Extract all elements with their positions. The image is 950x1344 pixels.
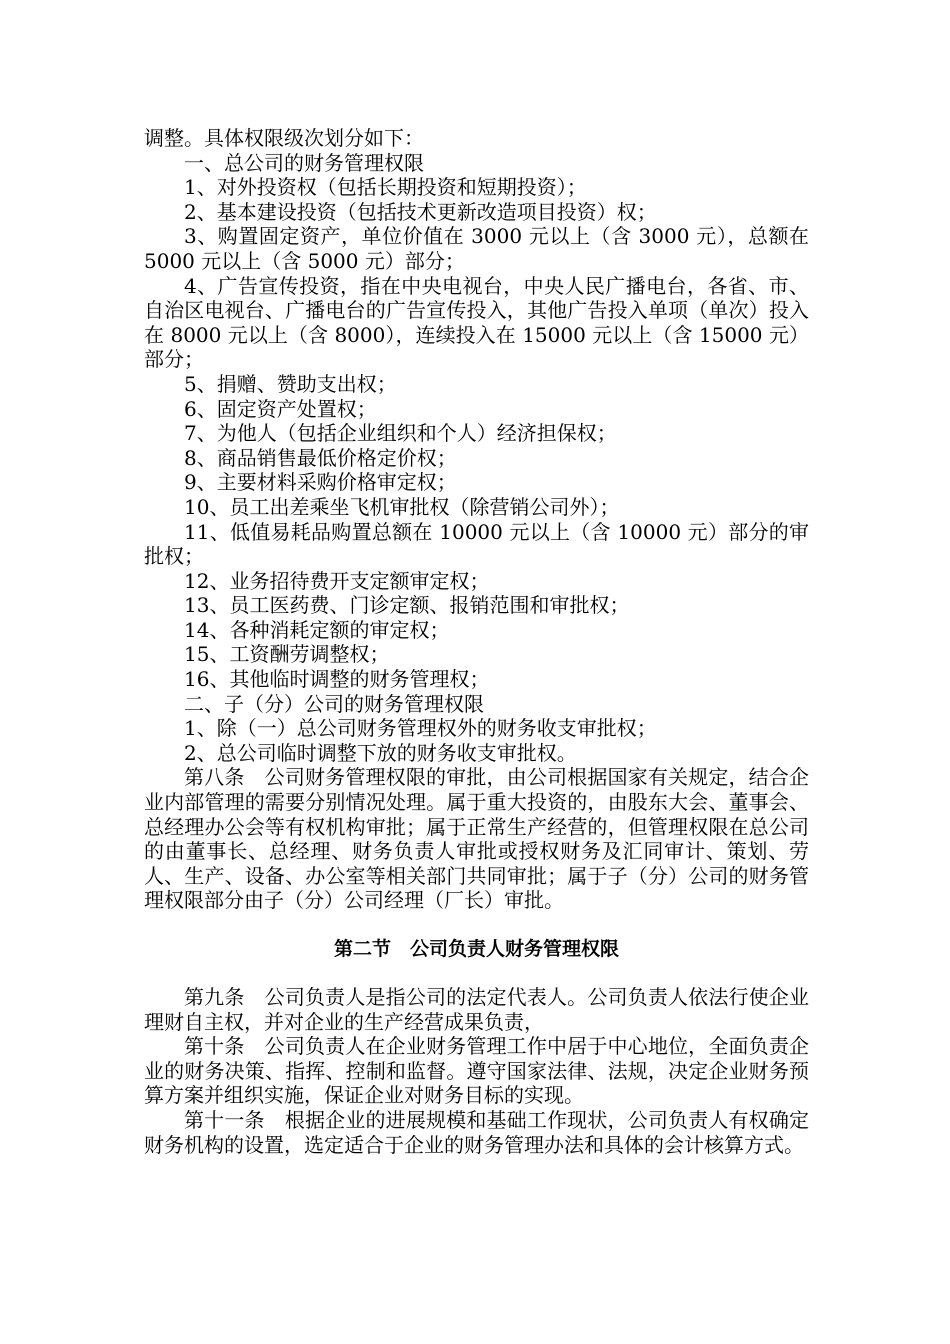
- paragraph: 13、员工医药费、门诊定额、报销范围和审批权；: [184, 593, 630, 618]
- paragraph: 10、员工出差乘坐飞机审批权（除营销公司外）；: [184, 494, 620, 519]
- document-body: [144, 126, 809, 1157]
- paragraph: 8、商品销售最低价格定价权；: [184, 445, 457, 470]
- paragraph: 1、对外投资权（包括长期投资和短期投资）；: [184, 175, 587, 200]
- paragraph: 第十条 公司负责人在企业财务管理工作中居于中心地位，全面负责企业的财务决策、指挥、控制和监督。遵守国家法律、法规，决定企业财务预算方案并组织实施，保证企业对财务目标的实现。: [144, 1034, 809, 1108]
- paragraph: 3、购置固定资产，单位价值在 3000 元以上（含 3000 元），总额在 5000 元以上（含 5000 元）部分；: [144, 224, 809, 273]
- paragraph: 11、低值易耗品购置总额在 10000 元以上（含 10000 元）部分的审批权；: [144, 519, 809, 569]
- paragraph: 5、捐赠、赞助支出权；: [184, 371, 397, 396]
- paragraph: 2、总公司临时调整下放的财务收支审批权。: [184, 740, 577, 765]
- paragraphs-before-heading: [144, 126, 809, 913]
- paragraph: 9、主要材料采购价格审定权；: [184, 470, 457, 495]
- paragraph: 6、固定资产处置权；: [184, 396, 377, 421]
- paragraph: 第八条 公司财务管理权限的审批，由公司根据国家有关规定，结合企业内部管理的需要分别情况处理。属于重大投资的，由股东大会、董事会、总经理办公会等有权机构审批；属于正常生产经营的，但管理权限在总公司的由董事长、总经理、财务负责人审批或授权财务及汇同审计、策划、劳人、生产、设备、办公室等相关部门共同审批；属于子（分）公司的财务管理权限部分由子（分）公司经理（厂长）审批。: [144, 765, 809, 913]
- paragraph: 1、除（一）总公司财务管理权外的财务收支审批权；: [184, 716, 657, 741]
- paragraph: 16、其他临时调整的财务管理权；: [184, 667, 490, 692]
- paragraph: 一、总公司的财务管理权限: [184, 150, 424, 175]
- section-heading: 第二节 公司负责人财务管理权限: [333, 938, 619, 960]
- paragraph: 7、为他人（包括企业组织和个人）经济担保权；: [184, 421, 617, 446]
- paragraph: 调整。具体权限级次划分如下：: [144, 126, 424, 150]
- paragraph: 第十一条 根据企业的进展规模和基础工作现状，公司负责人有权确定财务机构的设置，选定适合于企业的财务管理办法和具体的会计核算方式。: [144, 1107, 809, 1157]
- paragraph: 14、各种消耗定额的审定权；: [184, 617, 450, 642]
- paragraphs-after-heading: [144, 985, 809, 1157]
- paragraph: 第九条 公司负责人是指公司的法定代表人。公司负责人依法行使企业理财自主权，并对企业的生产经营成果负责，: [144, 985, 809, 1034]
- paragraph: 15、工资酬劳调整权；: [184, 642, 390, 667]
- paragraph: 4、广告宣传投资，指在中央电视台，中央人民广播电台，各省、市、自治区电视台、广播电台的广告宣传投入，其他广告投入单项（单次）投入在 8000 元以上（含 8000），连续投入在 15000 元以上（含 15000 元）部分；: [144, 273, 809, 372]
- paragraph: 二、子（分）公司的财务管理权限: [184, 691, 484, 716]
- paragraph: 12、业务招待费开支定额审定权；: [184, 568, 490, 593]
- paragraph: 2、基本建设投资（包括技术更新改造项目投资）权；: [184, 199, 657, 224]
